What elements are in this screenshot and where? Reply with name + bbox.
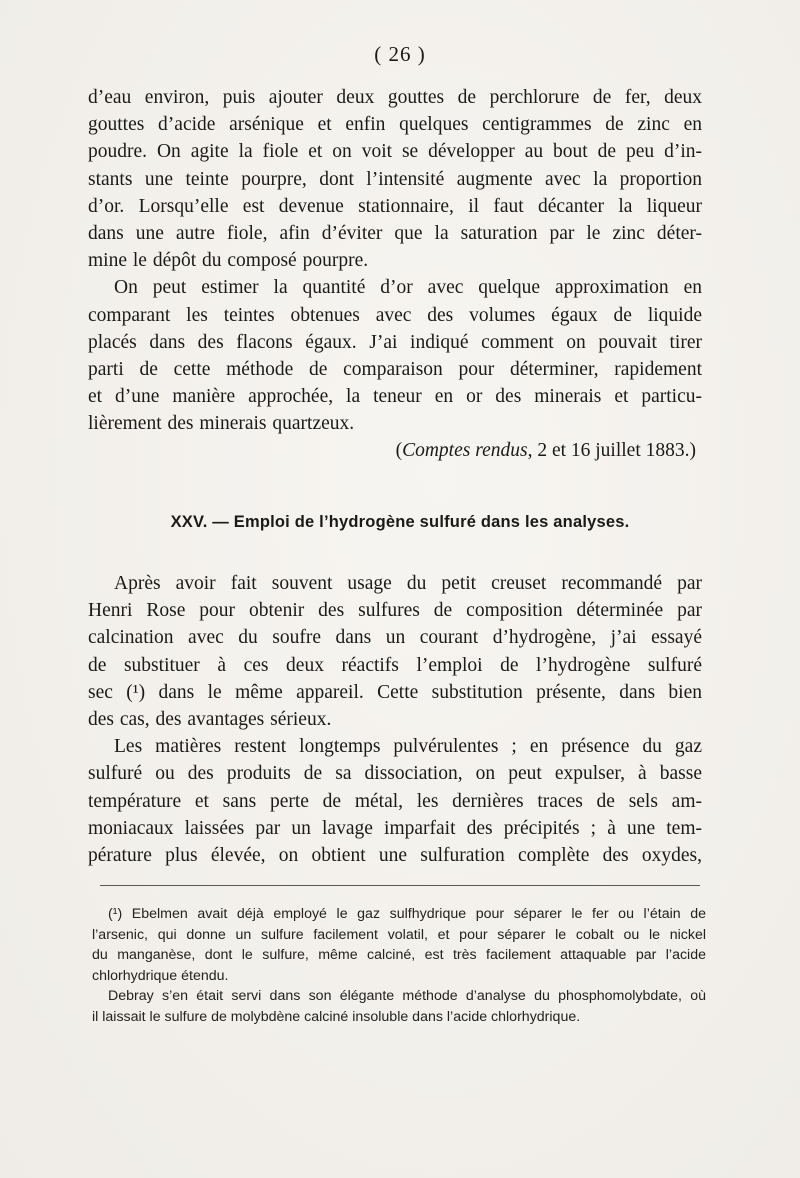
- footnote-line: du manganèse, dont le sulfure, même calciné, est très facilement attaquable par l’acide: [92, 947, 706, 963]
- text-line: Henri Rose pour obtenir des sulfures de composition déterminée par: [88, 600, 702, 622]
- page-number: ( 26 ): [374, 42, 426, 66]
- footnote-divider: [100, 885, 700, 886]
- continuation-text: [88, 84, 702, 464]
- text-line: pérature plus élevée, on obtient une sulfuration complète des oxydes,: [88, 844, 702, 866]
- footnote-line: Debray s’en était servi dans son élégante méthode d’analyse du phosphomolybdate, où: [108, 988, 706, 1004]
- citation-date: , 2 et 16 juillet 1883.): [527, 440, 696, 462]
- text-line: On peut estimer la quantité d’or avec quelque approximation en: [114, 277, 702, 299]
- text-line: placés dans des flacons égaux. J’ai indiqué comment on pouvait tirer: [88, 331, 702, 353]
- section-heading: XXV. — Emploi de l’hydrogène sulfuré dans les analyses.: [170, 513, 630, 531]
- paragraph-estimation: [88, 274, 702, 437]
- text-line: d’eau environ, puis ajouter deux gouttes de perchlorure de fer, deux: [88, 87, 702, 108]
- text-line: de substituer à ces deux réactifs l’emploi de l’hydrogène sulfuré: [88, 654, 702, 676]
- text-line: lièrement des minerais quartzeux.: [88, 413, 355, 435]
- text-line: gouttes d’acide arsénique et enfin quelques centigrammes de zinc en: [88, 114, 702, 136]
- text-line: parti de cette méthode de comparaison pour déterminer, rapidement: [88, 358, 702, 380]
- text-line: stants une teinte pourpre, dont l’intensité augmente avec la proportion: [88, 168, 702, 190]
- footnote-line: chlorhydrique étendu.: [92, 967, 229, 984]
- footnotes: [92, 904, 706, 1027]
- text-line: Après avoir fait souvent usage du petit creuset recommandé par: [114, 573, 702, 594]
- text-line: Les matières restent longtemps pulvérulentes ; en présence du gaz: [114, 736, 702, 758]
- section-body: [88, 570, 702, 869]
- text-line: mine le dépôt du composé pourpre.: [88, 250, 369, 272]
- text-line: calcination avec du soufre dans un courant d’hydrogène, j’ai essayé: [88, 627, 702, 649]
- text-line: comparant les teintes obtenues avec des volumes égaux de liquide: [88, 304, 702, 326]
- citation-source: Comptes rendus: [402, 440, 528, 462]
- footnote-line: (¹) Ebelmen avait déjà employé le gaz sulfhydrique pour séparer le fer ou l’étain de: [108, 906, 706, 922]
- paragraph-intro: [88, 570, 702, 733]
- paragraph-advantages: [88, 733, 702, 869]
- text-line: température et sans perte de métal, les dernières traces de sels am-: [88, 790, 702, 812]
- footnote-1: [92, 904, 706, 986]
- text-line: moniacaux laissées par un lavage imparfait des précipités ; à une tem-: [88, 817, 702, 839]
- paragraph-continued: [88, 84, 702, 274]
- text-line: dans une autre fiole, afin d’éviter que la saturation par le zinc déter-: [88, 222, 702, 244]
- footnote-line: l’arsenic, qui donne un sulfure facilement volatil, et pour séparer le cobalt ou le nickel: [92, 926, 706, 943]
- text-line: et d’une manière approchée, la teneur en or des minerais et particu-: [88, 386, 702, 408]
- footnote-line: il laissait le sulfure de molybdène calciné insoluble dans l’acide chlorhydrique.: [92, 1008, 581, 1025]
- text-line: d’or. Lorsqu’elle est devenue stationnaire, il faut décanter la liqueur: [88, 195, 702, 217]
- text-line: sulfuré ou des produits de sa dissociation, on peut expulser, à basse: [88, 763, 702, 785]
- text-line: sec (¹) dans le même appareil. Cette substitution présente, dans bien: [88, 681, 702, 703]
- text-line: poudre. On agite la fiole et on voit se développer au bout de peu d’in-: [88, 141, 702, 163]
- footnote-1-continued: [92, 986, 706, 1027]
- text-line: des cas, des avantages sérieux.: [88, 708, 332, 730]
- citation-open: (: [395, 440, 403, 462]
- citation: [88, 437, 702, 464]
